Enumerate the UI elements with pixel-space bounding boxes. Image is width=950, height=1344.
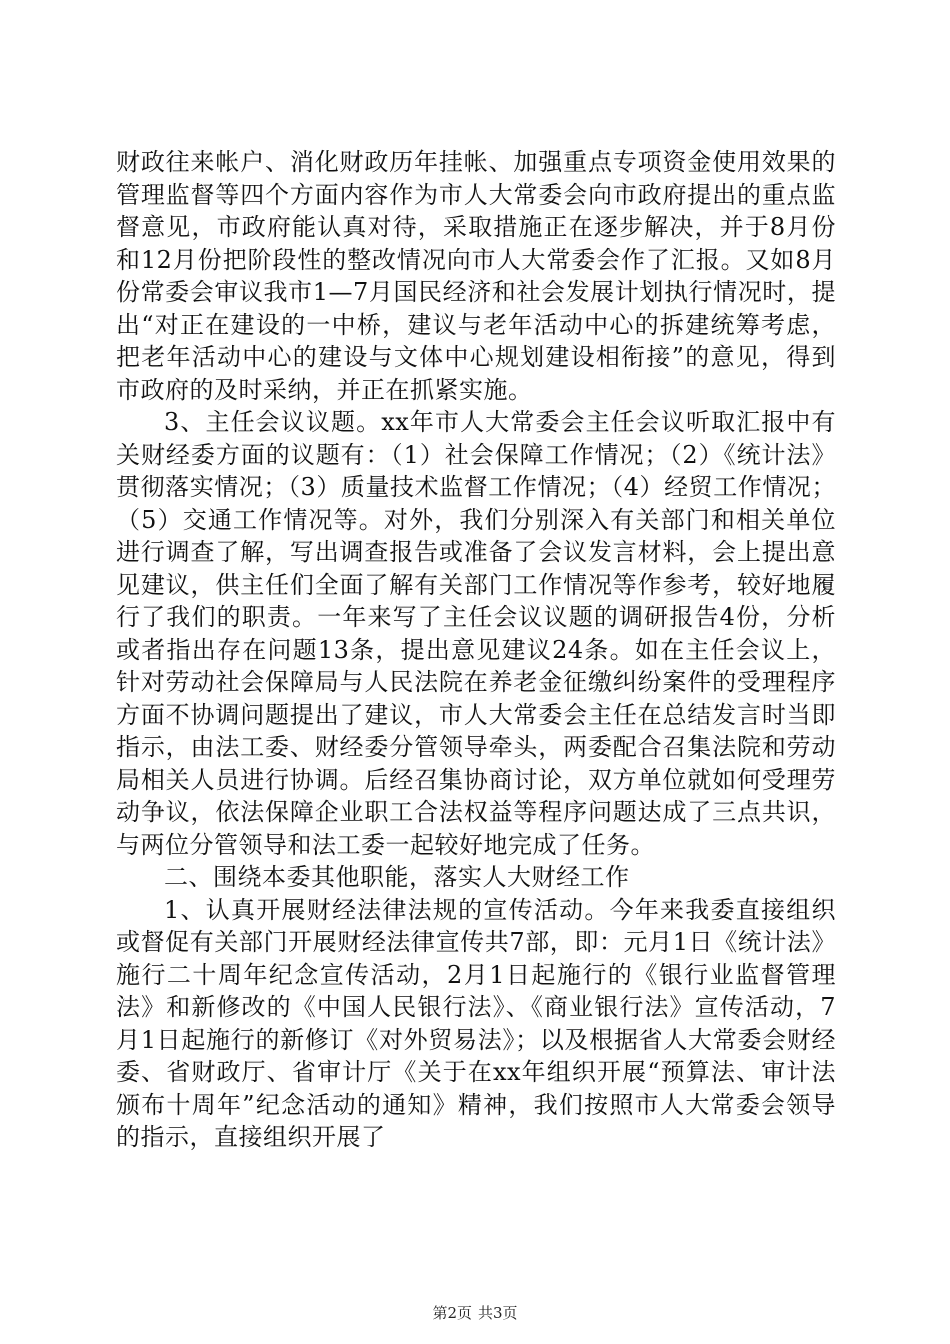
paragraph-3: 1、认真开展财经法律法规的宣传活动。今年来我委直接组织或督促有关部门开展财经法律宣传共7部，即：元月1日《统计法》施行二十周年纪念宣传活动，2月1日起施行的《银行业监督管理法》和新修改的《中国人民银行法》、《商业银行法》宣传活动，7月1日起施行的新修订《对外贸易法》；以及根据省人大常委会财经委、省财政厅、省审计厅《关于在xx年组织开展“预算法、审计法颁布十周年”纪念活动的通知》精神，我们按照市人大常委会领导的指示，直接组织开展了 [116,895,836,1151]
page-total: 共3页 [478,1304,518,1322]
page-footer [0,1303,950,1323]
paragraph-1: 财政往来帐户、消化财政历年挂帐、加强重点专项资金使用效果的管理监督等四个方面内容作为市人大常委会向市政府提出的重点监督意见，市政府能认真对待，采取措施正在逐步解决，并于8月份和12月份把阶段性的整改情况向市人大常委会作了汇报。又如8月份常委会审议我市1—7月国民经济和社会发展计划执行情况时，提出“对正在建设的一中桥，建议与老年活动中心的拆建统筹考虑，把老年活动中心的建设与文体中心规划建设相衔接”的意见，得到市政府的及时采纳，并正在抓紧实施。 [116,148,836,404]
paragraph-2: 3、主任会议议题。xx年市人大常委会主任会议听取汇报中有关财经委方面的议题有：（1）社会保障工作情况；（2）《统计法》贯彻落实情况；（3）质量技术监督工作情况；（4）经贸工作情况；（5）交通工作情况等。对外，我们分别深入有关部门和相关单位进行调查了解，写出调查报告或准备了会议发言材料，会上提出意见建议，供主任们全面了解有关部门工作情况等作参考，较好地履行了我们的职责。一年来写了主任会议议题的调研报告4份，分析或者指出存在问题13条，提出意见建议24条。如在主任会议上，针对劳动社会保障局与人民法院在养老金征缴纠纷案件的受理程序方面不协调问题提出了建议，市人大常委会主任在总结发言时当即指示，由法工委、财经委分管领导牵头，两委配合召集法院和劳动局相关人员进行协调。后经召集协商讨论，双方单位就如何受理劳动争议，依法保障企业职工合法权益等程序问题达成了三点共识，与两位分管领导和法工委一起较好地完成了任务。 [116,408,836,859]
page-number: 第2页 [432,1304,472,1322]
section-heading: 二、围绕本委其他职能，落实人大财经工作 [164,863,630,891]
body-text [116,146,836,1154]
